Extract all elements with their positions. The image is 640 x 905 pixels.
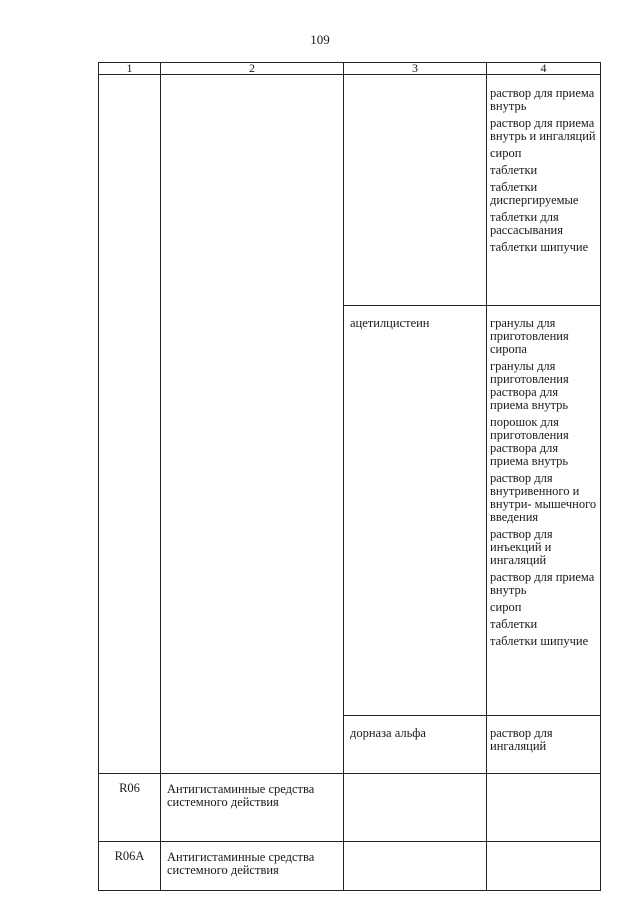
dosage-form: раствор для внутривенного и внутри- мышечного введения: [490, 471, 597, 524]
page-number: 109: [310, 32, 330, 47]
drug-name-cell: [344, 774, 487, 842]
column-number-1: 1: [99, 63, 161, 75]
table-header-row: [99, 63, 601, 75]
dosage-form: таблетки шипучие: [490, 240, 589, 254]
dosage-forms-cell: [487, 716, 601, 774]
column-number-2: 2: [161, 63, 344, 75]
code-cell: [99, 75, 161, 774]
column-number-3: 3: [344, 63, 487, 75]
dosage-form: таблетки для рассасывания: [490, 210, 563, 237]
drug-table: [98, 62, 601, 891]
dosage-form: гранулы для приготовления сиропа: [490, 316, 569, 356]
dosage-form: таблетки диспергируемые: [490, 180, 579, 207]
dosage-form: таблетки: [490, 163, 538, 177]
drug-name-cell: дорназа альфа: [344, 716, 487, 774]
dosage-form: сироп: [490, 146, 522, 160]
dosage-forms-cell: [487, 75, 601, 306]
dosage-form: таблетки: [490, 617, 538, 631]
dosage-form: таблетки шипучие: [490, 634, 589, 648]
table-row: [99, 842, 601, 891]
drug-name-cell: [344, 75, 487, 306]
dosage-forms-cell: [487, 306, 601, 716]
table-row: [99, 75, 601, 306]
atc-code: R06: [99, 774, 161, 842]
dosage-form: раствор для ингаляций: [490, 726, 553, 753]
drug-name-cell: ацетилцистеин: [344, 306, 487, 716]
dosage-forms-cell: [487, 842, 601, 891]
column-number-4: 4: [487, 63, 601, 75]
dosage-form: раствор для инъекций и ингаляций: [490, 527, 553, 567]
group-name: Антигистаминные средства системного действия: [161, 842, 344, 891]
dosage-form: раствор для приема внутрь и ингаляций: [490, 116, 596, 143]
dosage-forms-cell: [487, 774, 601, 842]
group-name-cell: [161, 75, 344, 774]
group-name: Антигистаминные средства системного действия: [161, 774, 344, 842]
dosage-form: сироп: [490, 600, 522, 614]
dosage-form: раствор для приема внутрь: [490, 86, 595, 113]
drug-name-cell: [344, 842, 487, 891]
dosage-form: порошок для приготовления раствора для приема внутрь: [490, 415, 569, 468]
dosage-form: гранулы для приготовления раствора для приема внутрь: [490, 359, 569, 412]
atc-code: R06A: [99, 842, 161, 891]
table-row: [99, 774, 601, 842]
dosage-form: раствор для приема внутрь: [490, 570, 595, 597]
